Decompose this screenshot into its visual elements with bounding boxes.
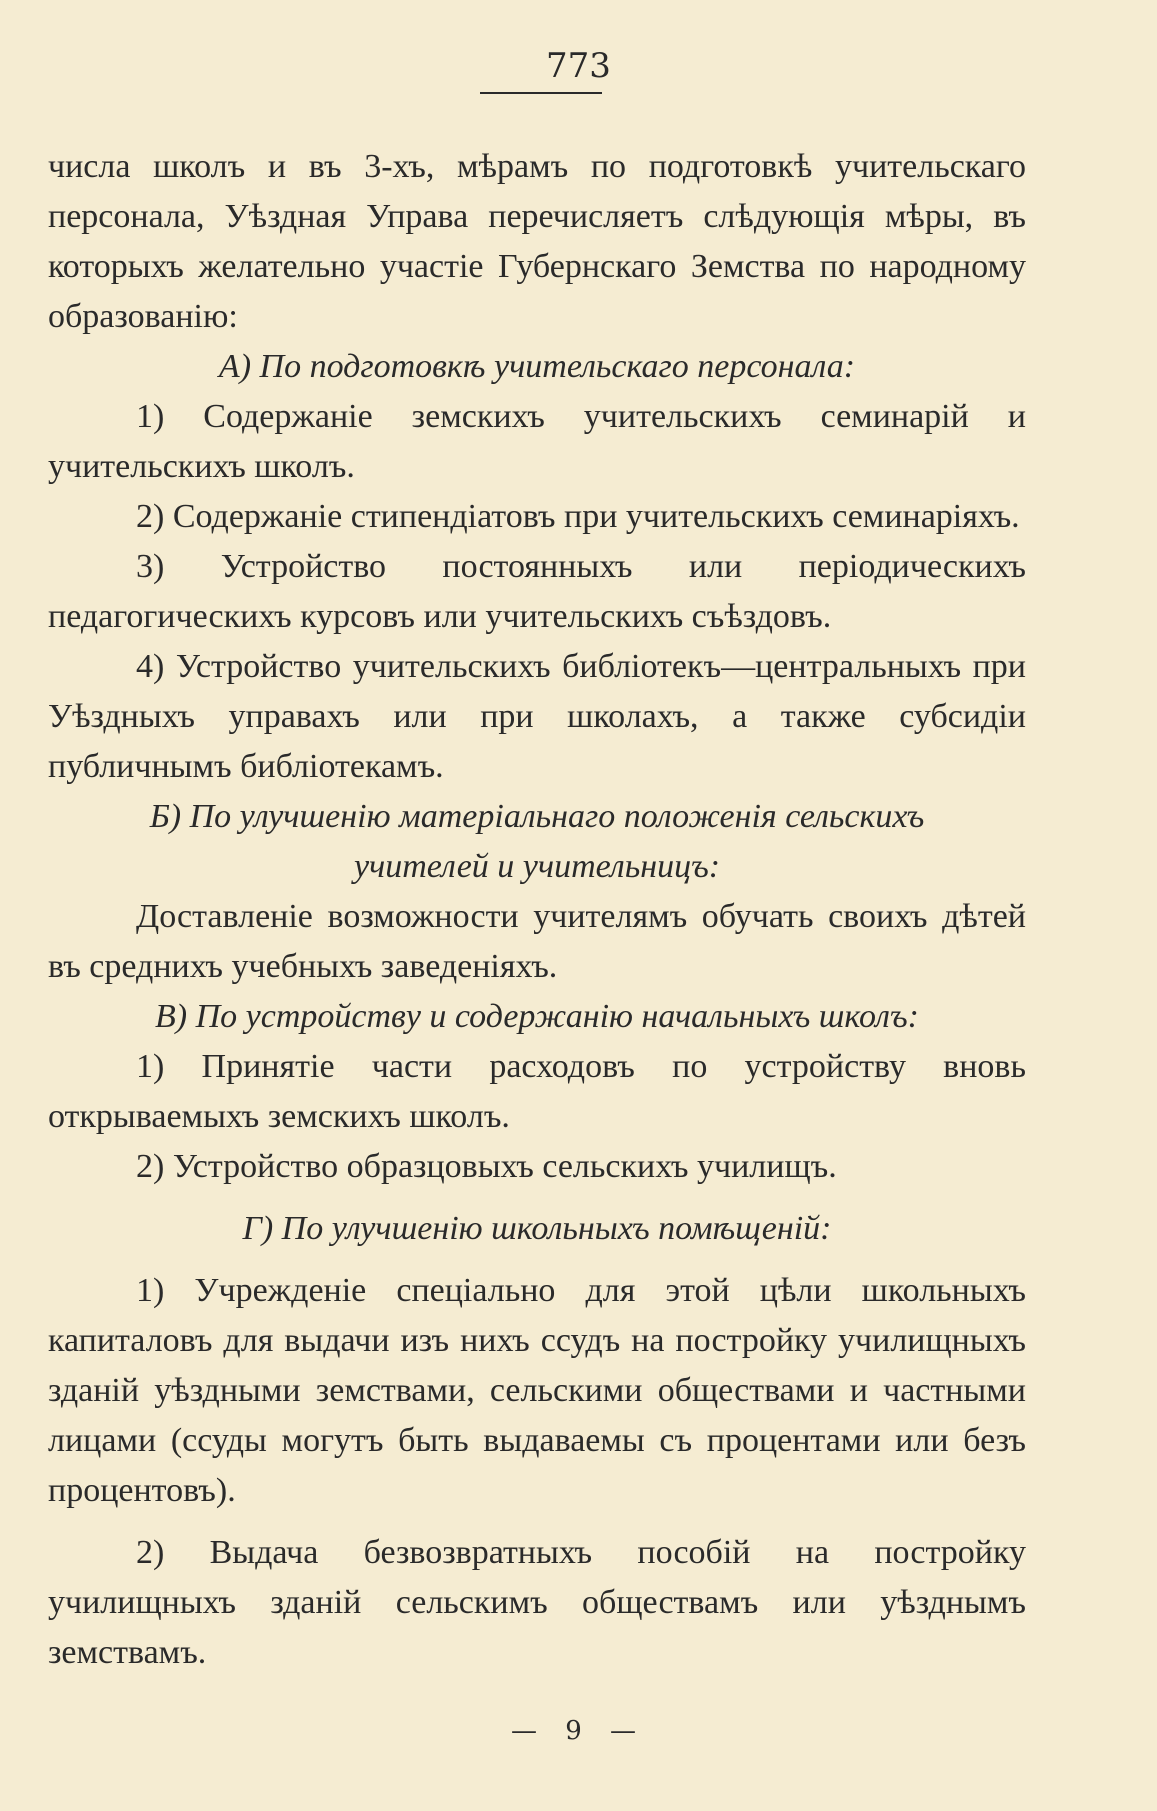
intro-paragraph: числа школъ и въ 3-хъ, мѣрамъ по подготовкѣ учительскаго персонала, Уѣздная Управа перечисляетъ слѣдующія мѣры, въ которыхъ желательно участіе Губернскаго Земства по народному образованію:: [48, 148, 1026, 335]
spacer: [48, 1516, 1026, 1528]
page-signature: — 9 —: [510, 1716, 647, 1746]
section-a-item-3: 3) Устройство постоянныхъ или періодическихъ педагогическихъ курсовъ или учительскихъ съѣздовъ.: [48, 548, 1026, 635]
section-v-item-2: 2) Устройство образцовыхъ сельскихъ училищъ.: [136, 1148, 837, 1185]
page-body: [48, 142, 1026, 1678]
header-rule: [480, 92, 602, 94]
section-a-item-2: 2) Содержаніе стипендіатовъ при учительскихъ семинаріяхъ.: [136, 498, 1020, 535]
section-g-item-1: 1) Учрежденіе спеціально для этой цѣли школьныхъ капиталовъ для выдачи изъ нихъ ссудъ на постройку училищныхъ зданій уѣздными земствами, сельскими обществами и частными лицами (ссуды могутъ быть выдаваемы съ процентами или безъ процентовъ).: [48, 1272, 1026, 1509]
spacer: [48, 1254, 1026, 1266]
section-g-heading: Г) По улучшенію школьныхъ помѣщеній:: [242, 1210, 832, 1247]
section-b-text: Доставленіе возможности учителямъ обучать своихъ дѣтей въ среднихъ учебныхъ заведеніяхъ.: [48, 898, 1026, 985]
page-number: 773: [546, 46, 611, 86]
section-b-heading-line-1: Б) По улучшенію матеріальнаго положенія сельскихъ: [149, 798, 925, 835]
spacer: [48, 1192, 1026, 1204]
section-a-heading: А) По подготовкѣ учительскаго персонала:: [218, 348, 856, 385]
section-v-heading: В) По устройству и содержанію начальныхъ школъ:: [155, 998, 919, 1035]
section-v-item-1: 1) Принятіе части расходовъ по устройству вновь открываемыхъ земскихъ школъ.: [48, 1048, 1026, 1135]
section-a-item-4: 4) Устройство учительскихъ библіотекъ—центральныхъ при Уѣздныхъ управахъ или при школахъ, а также субсидіи публичнымъ библіотекамъ.: [48, 648, 1026, 785]
section-b-heading-line-2: учителей и учительницъ:: [353, 848, 721, 885]
section-g-item-2: 2) Выдача безвозвратныхъ пособій на постройку училищныхъ зданій сельскимъ обществамъ или уѣзднымъ земствамъ.: [48, 1534, 1026, 1671]
section-a-item-1: 1) Содержаніе земскихъ учительскихъ семинарій и учительскихъ школъ.: [48, 398, 1026, 485]
